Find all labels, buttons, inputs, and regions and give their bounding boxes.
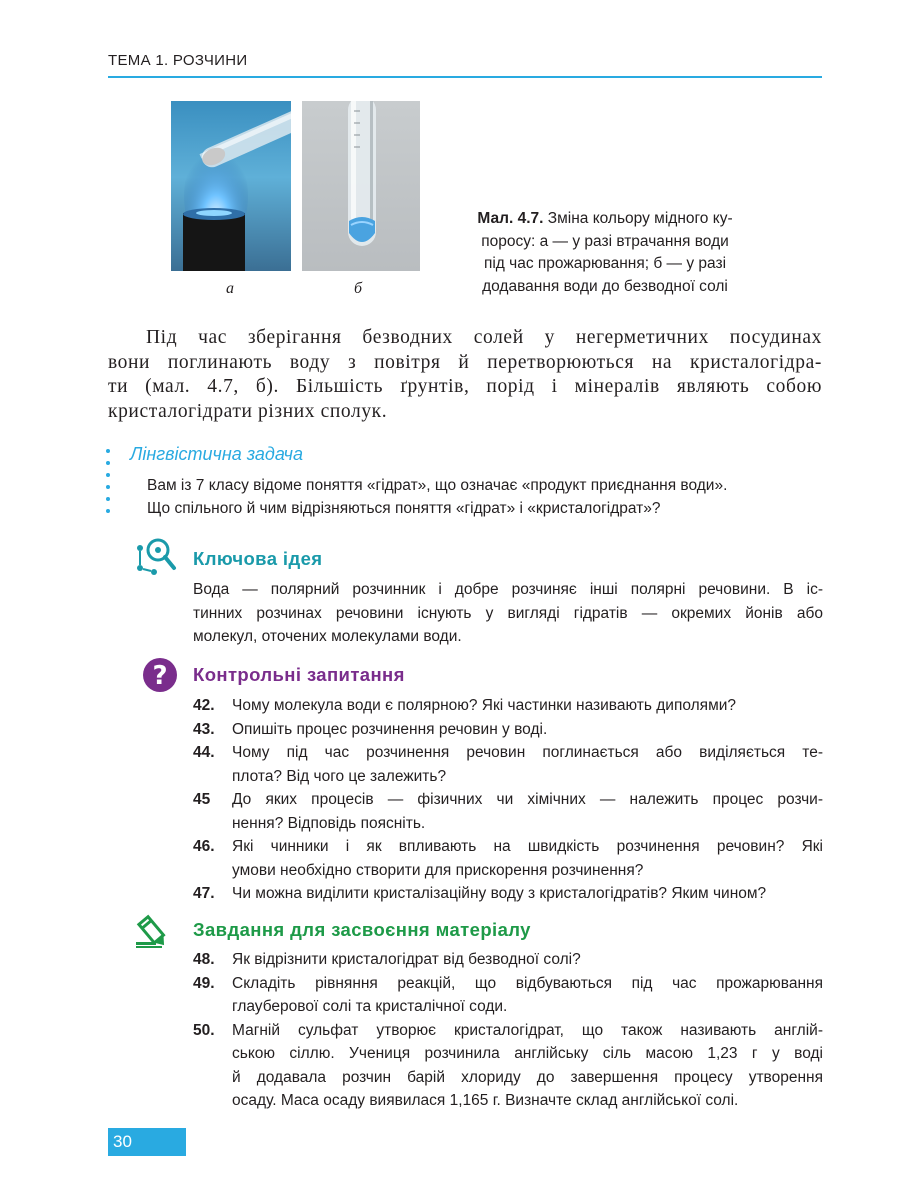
linguistic-task-text [147, 474, 827, 520]
paragraph-line: кристалогідрати різних сполук. [108, 400, 388, 422]
task-item [193, 948, 823, 972]
key-idea-title: Ключова ідея [193, 548, 323, 569]
question-line: Які чинники і як впливають на швидкість розчинення речовин? Які [232, 838, 823, 855]
figure-caption-line: поросу: а — у разі втрачання води [481, 232, 729, 250]
tasks-title: Завдання для засвоєння матеріалу [193, 919, 531, 940]
question-item [193, 718, 823, 742]
question-line: Чому під час розчинення речовин поглинається або виділяється те- [232, 744, 823, 761]
body-paragraph [108, 326, 822, 424]
question-number: 46. [193, 838, 215, 855]
question-number: 44. [193, 744, 215, 761]
question-line: умови необхідно створити для прискорення розчинення? [232, 861, 644, 879]
task-line: Магній сульфат утворює кристалогідрат, що також називають англій- [232, 1021, 823, 1039]
header-rule [108, 76, 822, 78]
control-questions-list [193, 694, 823, 906]
key-idea-line: тинних розчинах речовини існують у вигляді гідратів — окремих йонів або [193, 604, 823, 622]
tasks-list [193, 948, 823, 1113]
task-line: осаду. Маса осаду виявилася 1,165 г. Визначте склад англійської солі. [232, 1092, 739, 1109]
task-number: 50. [193, 1021, 215, 1039]
question-mark-icon [143, 658, 177, 697]
paragraph-line: вони поглинають воду з повітря й перетворюються на кристалогідра- [108, 351, 822, 373]
key-idea-text [193, 578, 823, 649]
pencil-icon [134, 912, 174, 953]
question-number: 45 [193, 791, 211, 808]
question-line: Опишіть процес розчинення речовин у воді. [232, 720, 548, 738]
page-header-title: ТЕМА 1. РОЗЧИНИ [108, 52, 248, 69]
task-line: ською сіллю. Учениця розчинила англійську сіль масою 1,23 г у воді [232, 1045, 823, 1062]
paragraph-line: ти (мал. 4.7, б). Більшість ґрунтів, порід і мінералів являють собою [108, 376, 822, 397]
question-item [193, 835, 823, 882]
page-number: 30 [108, 1128, 186, 1156]
photo-label-a: а [226, 280, 234, 297]
linguistic-line: Вам із 7 класу відоме поняття «гідрат», що означає «продукт приєднання води». [147, 477, 728, 494]
question-item [193, 882, 823, 906]
task-line: глауберової солі та кристалічної соди. [232, 998, 508, 1015]
question-line: До яких процесів — фізичних чи хімічних — належить процес розчи- [232, 791, 823, 808]
figure-caption-line: додавання води до безводної солі [482, 277, 728, 295]
question-item [193, 741, 823, 788]
key-idea-line: Вода — полярний розчинник і добре розчиняє інші полярні речовини. В іс- [193, 581, 823, 598]
figure-caption [455, 208, 755, 298]
question-number: 43. [193, 720, 215, 738]
task-item [193, 972, 823, 1019]
key-idea-line: молекул, оточених молекулами води. [193, 628, 462, 645]
question-item [193, 788, 823, 835]
question-number: 42. [193, 697, 215, 714]
question-item [193, 694, 823, 718]
task-item [193, 1019, 823, 1113]
task-number: 49. [193, 974, 215, 992]
figure-caption-number: Мал. 4.7. [477, 210, 544, 227]
paragraph-line: Під час зберігання безводних солей у негерметичних посудинах [146, 327, 822, 348]
linguistic-line: Що спільного й чим відрізняються поняття «гідрат» і «кристалогідрат»? [147, 500, 661, 517]
figure-caption-line: під час прожарювання; б — у разі [483, 255, 727, 272]
question-line: плота? Від чого це залежить? [232, 767, 447, 785]
photo-test-tube-blue-crystals [302, 101, 420, 271]
figure-caption-line: Зміна кольору мідного ку- [543, 210, 733, 227]
task-number: 48. [193, 951, 215, 968]
key-idea-icon [134, 536, 178, 585]
question-line: Чому молекула води є полярною? Які частинки називають диполями? [232, 697, 736, 714]
task-line: Як відрізнити кристалогідрат від безводної солі? [232, 951, 581, 968]
linguistic-dots-decoration [106, 449, 112, 521]
svg-text:?: ? [152, 661, 168, 691]
question-number: 47. [193, 885, 215, 902]
question-line: Чи можна виділити кристалізаційну воду з кристалогідратів? Яким чином? [232, 885, 767, 902]
photo-burner-test-tube [171, 101, 291, 271]
photo-label-b: б [354, 280, 363, 297]
question-line: нення? Відповідь поясніть. [232, 814, 426, 832]
task-line: Складіть рівняння реакцій, що відбуваються під час прожарювання [232, 974, 823, 992]
linguistic-task-title: Лінгвістична задача [130, 444, 304, 464]
task-line: й додавала розчин барій хлориду до завершення процесу утворення [232, 1068, 823, 1086]
control-questions-title: Контрольні запитання [193, 664, 405, 685]
